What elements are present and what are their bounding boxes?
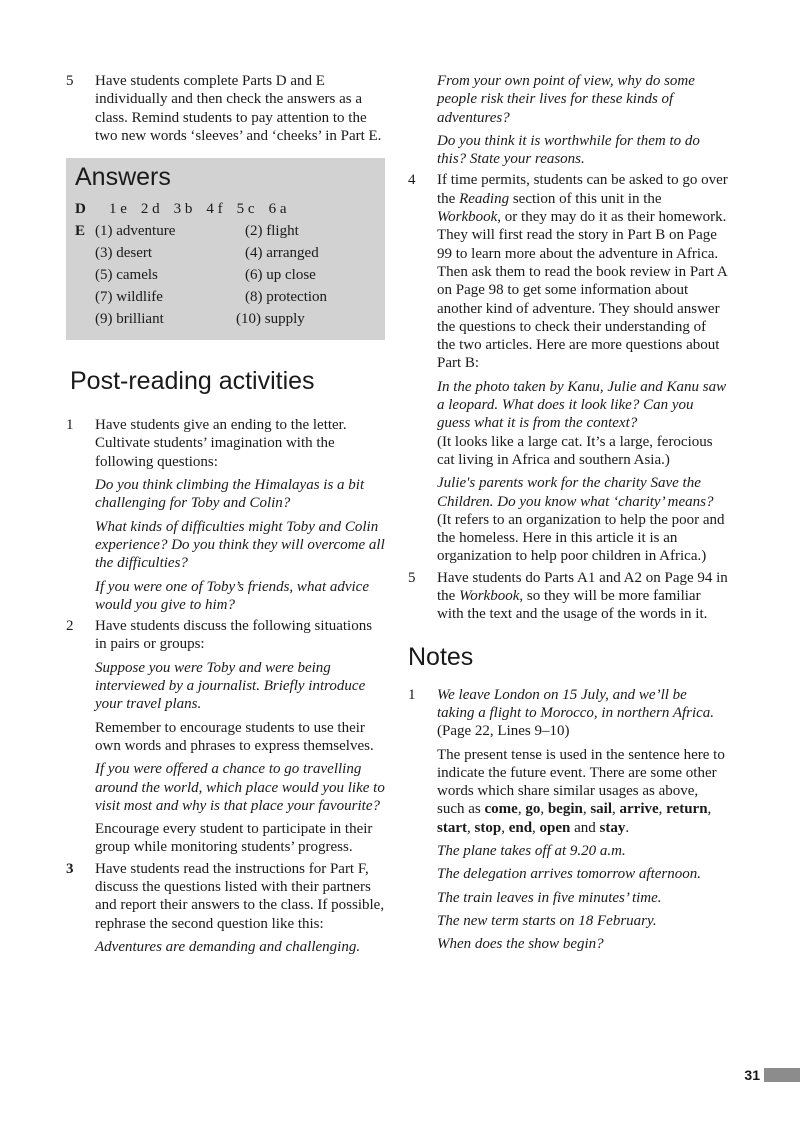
continued-questions [408,72,728,168]
answer: (6) up close [245,267,316,284]
post-reading-item-3 [66,860,386,956]
question: Do you think climbing the Himalayas is a bit challenging for Toby and Colin? [95,477,365,512]
answer: (5) camels [95,267,158,284]
item-text: Remember to encourage students to use their own words and phrases to express themselves. [95,719,374,754]
example-sentence: The new term starts on 18 February. [437,912,657,929]
item-number: 1 [66,417,74,434]
answer: (2) flight [245,223,299,240]
answers-title: Answers [75,163,171,192]
note-item-1 [408,686,728,954]
answer: (4) arranged [245,245,319,262]
question: If you were offered a chance to go travelling around the world, which place would you like to visit most and why is that place your favourite? [95,761,385,814]
question: Adventures are demanding and challenging. [95,938,361,955]
page-number-text: 31 [744,1067,760,1083]
question: Suppose you were Toby and were being interviewed by a journalist. Briefly introduce your travel plans. [95,659,366,713]
note-quote: We leave London on 15 July, and we’ll be taking a flight to Morocco, in northern Africa. (Page 22, Lines 9–10) [437,686,715,740]
note-explanation: The present tense is used in the sentence here to indicate the future event. There are some other words which share similar usages as above, such as come, go, begin, sail, arrive, return, start, stop, end, open and stay. [437,746,725,836]
question: What kinds of difficulties might Toby and Colin experience? Do you think they will overcome all the difficulties? [95,518,385,572]
answers-part-d [66,198,385,220]
example-sentence: The train leaves in five minutes’ time. [437,889,662,906]
page-number [730,1066,800,1084]
post-reading-heading: Post-reading activities [70,367,315,396]
answer: 2 d [140,201,160,218]
question: From your own point of view, why do some people risk their lives for these kinds of adventures? [437,73,695,126]
instruction-item-4 [408,171,728,565]
post-reading-item-1 [66,416,386,614]
answer: (3) desert [95,245,153,262]
item-number: 4 [408,172,416,189]
instruction-item-5 [66,72,386,145]
answer: (9) brilliant [95,311,164,328]
answers-box [66,158,385,340]
example-sentence: The plane takes off at 9.20 a.m. [437,842,626,859]
left-column [66,72,386,956]
item-number: 1 [408,686,416,703]
part-d-label: D [75,201,86,218]
question-with-answer: Julie's parents work for the charity Save the Children. Do you know what ‘charity’ means? (It refers to an organization to help the poor and the homeless. Here in this article it is an organization to help poor children in Africa.) [437,475,725,565]
item-text: If time permits, students can be asked to go over the Reading section of this unit in the Workbook, or they may do it as their homework. They will first read the story in Part B on Page 99 to learn more about the adventure in Africa. Then ask them to read the book review in Part A on Page 98 to get some information about another kind of adventure. They should answer the questions to check their understanding of the two articles. Here are more questions about Part B: [437,172,728,372]
answer: 3 b [173,201,193,218]
answer: 1 e [109,201,127,218]
item-number: 5 [408,569,416,586]
answer: (10) supply [236,311,305,328]
post-reading-item-2 [66,617,386,857]
instruction-item-5 [408,569,728,624]
item-number: 2 [66,618,74,635]
answer-text: (It looks like a large cat. It’s a large, ferocious cat living in Africa and southern Asia.) [437,433,713,468]
item-number: 3 [66,860,74,877]
question: If you were one of Toby’s friends, what advice would you give to him? [95,578,369,613]
item-text: Have students discuss the following situations in pairs or groups: [95,618,373,653]
answer: (1) adventure [95,223,176,240]
part-e-label: E [75,223,86,240]
example-sentence: When does the show begin? [437,936,604,953]
answers-part-e-grid [66,220,385,330]
item-text: Have students read the instructions for Part F, discuss the questions listed with their partners and report their answers to the class. If possible, rephrase the second question like this: [95,860,385,932]
item-text: Encourage every student to participate in their group while monitoring students’ progress. [95,821,373,856]
page-number-bar [764,1068,800,1082]
answer: (8) protection [245,289,328,306]
answer: (7) wildlife [95,289,163,306]
example-sentence: The delegation arrives tomorrow afternoon. [437,866,702,883]
item-text: Have students give an ending to the letter. Cultivate students’ imagination with the following questions: [95,417,347,470]
item-number: 5 [66,73,74,89]
item-text: Have students do Parts A1 and A2 on Page 94 in the Workbook, so they will be more familiar with the text and the usage of the words in it. [437,569,728,623]
answer: 4 f [206,201,223,218]
answer: 6 a [268,201,287,218]
right-column [408,72,728,953]
answer: 5 c [236,201,255,218]
question: In the photo taken by Kanu, Julie and Kanu saw a leopard. What does it look like? Can you guess what it is from the context? [437,378,727,432]
item-text: Have students complete Parts D and E individually and then check the answers as a class. Remind students to pay attention to the two new words ‘sleeves’ and ‘cheeks’ in Part E. [95,73,382,144]
question: Do you think it is worthwhile for them to do this? State your reasons. [437,132,700,168]
notes-heading: Notes [408,642,474,671]
